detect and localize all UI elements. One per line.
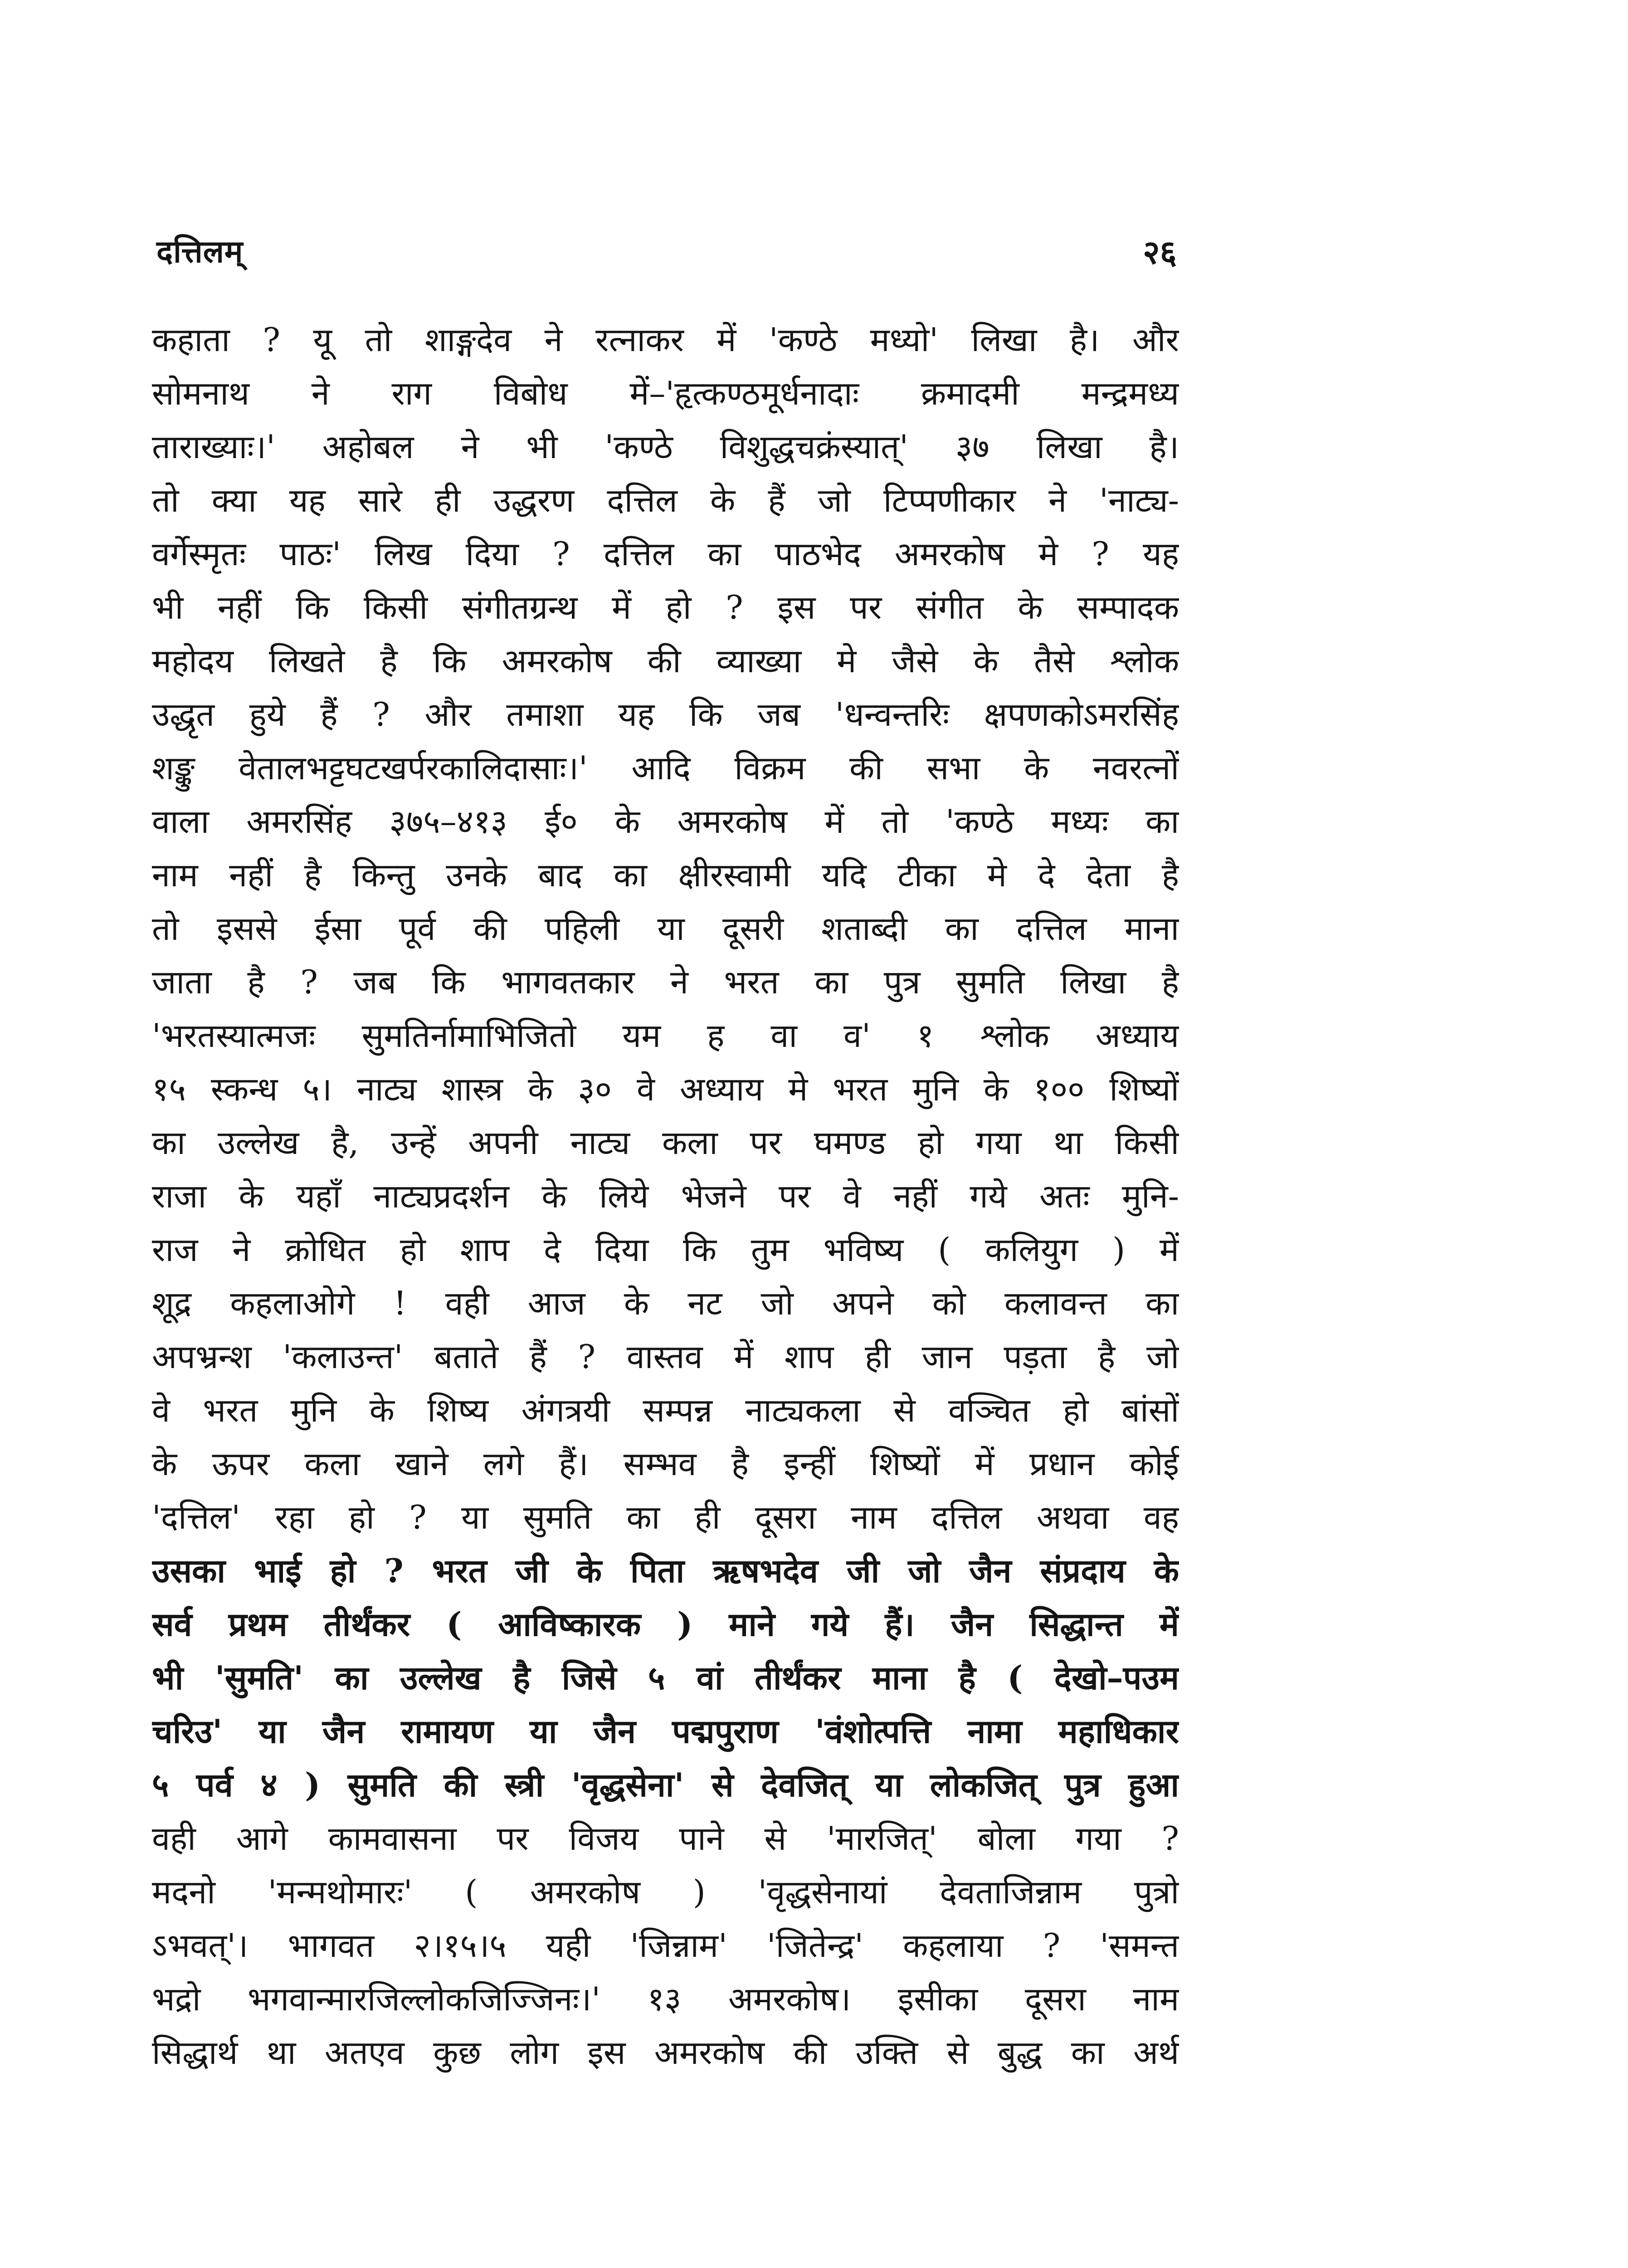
text-line: तो इससे ईसा पूर्व की पहिली या दूसरी शताब्दी का दत्तिल माना	[152, 909, 1179, 948]
page-number: २६	[1143, 233, 1177, 271]
text-line: सर्व प्रथम तीर्थंकर ( आविष्कारक ) माने गये हैं। जैन सिद्धान्त में	[152, 1605, 1179, 1643]
text-line: शूद्र कहलाओगे ! वही आज के नट जो अपने को कलावन्त का	[152, 1284, 1179, 1322]
text-line: ताराख्याः।' अहोबल ने भी 'कण्ठे विशुद्धचक्रंस्यात्' ३७ लिखा है।	[152, 428, 1179, 466]
text-line: भद्रो भगवान्मारजिल्लोकजिज्जिनः।' १३ अमरकोष। इसीका दूसरा नाम	[152, 1980, 1179, 2018]
running-title: दत्तिलम्	[156, 234, 244, 270]
text-line: महोदय लिखते है कि अमरकोष की व्याख्या मे जैसे के तैसे श्लोक	[152, 642, 1179, 680]
text-line: 'दत्तिल' रहा हो ? या सुमति का ही दूसरा नाम दत्तिल अथवा वह	[152, 1498, 1179, 1536]
text-line: का उल्लेख है, उन्हें अपनी नाट्य कला पर घमण्ड हो गया था किसी	[152, 1124, 1179, 1162]
text-line: भी नहीं कि किसी संगीतग्रन्थ में हो ? इस पर संगीत के सम्पादक	[152, 588, 1179, 626]
text-line: तो क्या यह सारे ही उद्धरण दत्तिल के हैं जो टिप्पणीकार ने 'नाट्य-	[152, 481, 1179, 519]
text-line: ५ पर्व ४ ) सुमति की स्त्री 'वृद्धसेना' से देवजित् या लोकजित् पुत्र हुआ	[152, 1765, 1179, 1804]
text-line: शङ्कु वेतालभट्टघटखर्परकालिदासाः।' आदि विक्रम की सभा के नवरत्नों	[152, 749, 1179, 787]
text-line: भी 'सुमति' का उल्लेख है जिसे ५ वां तीर्थंकर माना है ( देखो–पउम	[152, 1658, 1179, 1697]
running-header	[156, 229, 1177, 284]
text-line: १५ स्कन्ध ५। नाट्य शास्त्र के ३० वे अध्याय मे भरत मुनि के १०० शिष्यों	[152, 1070, 1179, 1108]
text-line: वे भरत मुनि के शिष्य अंगत्रयी सम्पन्न नाट्यकला से वञ्चित हो बांसों	[152, 1391, 1179, 1429]
text-line: जाता है ? जब कि भागवतकार ने भरत का पुत्र सुमति लिखा है	[152, 963, 1179, 1001]
text-line: वाला अमरसिंह ३७५–४१३ ई० के अमरकोष में तो 'कण्ठे मध्यः का	[152, 802, 1179, 841]
text-line: अपभ्रन्श 'कलाउन्त' बताते हैं ? वास्तव में शाप ही जान पड़ता है जो	[152, 1338, 1179, 1376]
text-line: मदनो 'मन्मथोमारः' ( अमरकोष ) 'वृद्धसेनायां देवताजिन्नाम पुत्रो	[152, 1873, 1179, 1911]
text-line: सिद्धार्थ था अतएव कुछ लोग इस अमरकोष की उक्ति से बुद्ध का अर्थ	[152, 2033, 1179, 2072]
text-line: उद्धृत हुये हैं ? और तमाशा यह कि जब 'धन्वन्तरिः क्षपणकोऽमरसिंह	[152, 695, 1179, 733]
text-line: वही आगे कामवासना पर विजय पाने से 'मारजित्' बोला गया ?	[152, 1819, 1179, 1857]
text-line: उसका भाई हो ? भरत जी के पिता ऋषभदेव जी जो जैन संप्रदाय के	[152, 1551, 1179, 1590]
text-line: नाम नहीं है किन्तु उनके बाद का क्षीरस्वामी यदि टीका मे दे देता है	[152, 856, 1179, 894]
text-line: चरिउ' या जैन रामायण या जैन पद्मपुराण 'वंशोत्पत्ति नामा महाधिकार	[152, 1712, 1179, 1750]
text-line: 'भरतस्यात्मजः सुमतिर्नामाभिजितो यम ह वा व' १ श्लोक अध्याय	[152, 1017, 1179, 1055]
text-line: सोमनाथ ने राग विबोध में–'हृत्कण्ठमूर्धनादाः क्रमादमी मन्द्रमध्य	[152, 374, 1179, 412]
body-text	[152, 313, 1179, 2079]
text-line: राजा के यहाँ नाट्यप्रदर्शन के लिये भेजने पर वे नहीं गये अतः मुनि-	[152, 1177, 1179, 1215]
text-line: के ऊपर कला खाने लगे हैं। सम्भव है इन्हीं शिष्यों में प्रधान कोई	[152, 1445, 1179, 1483]
text-line: राज ने क्रोधित हो शाप दे दिया कि तुम भविष्य ( कलियुग ) में	[152, 1231, 1179, 1269]
text-line: वर्गेस्मृतः पाठः' लिख दिया ? दत्तिल का पाठभेद अमरकोष मे ? यह	[152, 535, 1179, 573]
text-line: ऽभवत्'। भागवत २।१५।५ यही 'जिन्नाम' 'जितेन्द्र' कहलाया ? 'समन्त	[152, 1926, 1179, 1965]
text-line: कहाता ? यू तो शाङ्गदेव ने रत्नाकर में 'कण्ठे मध्यो' लिखा है। और	[152, 321, 1179, 359]
